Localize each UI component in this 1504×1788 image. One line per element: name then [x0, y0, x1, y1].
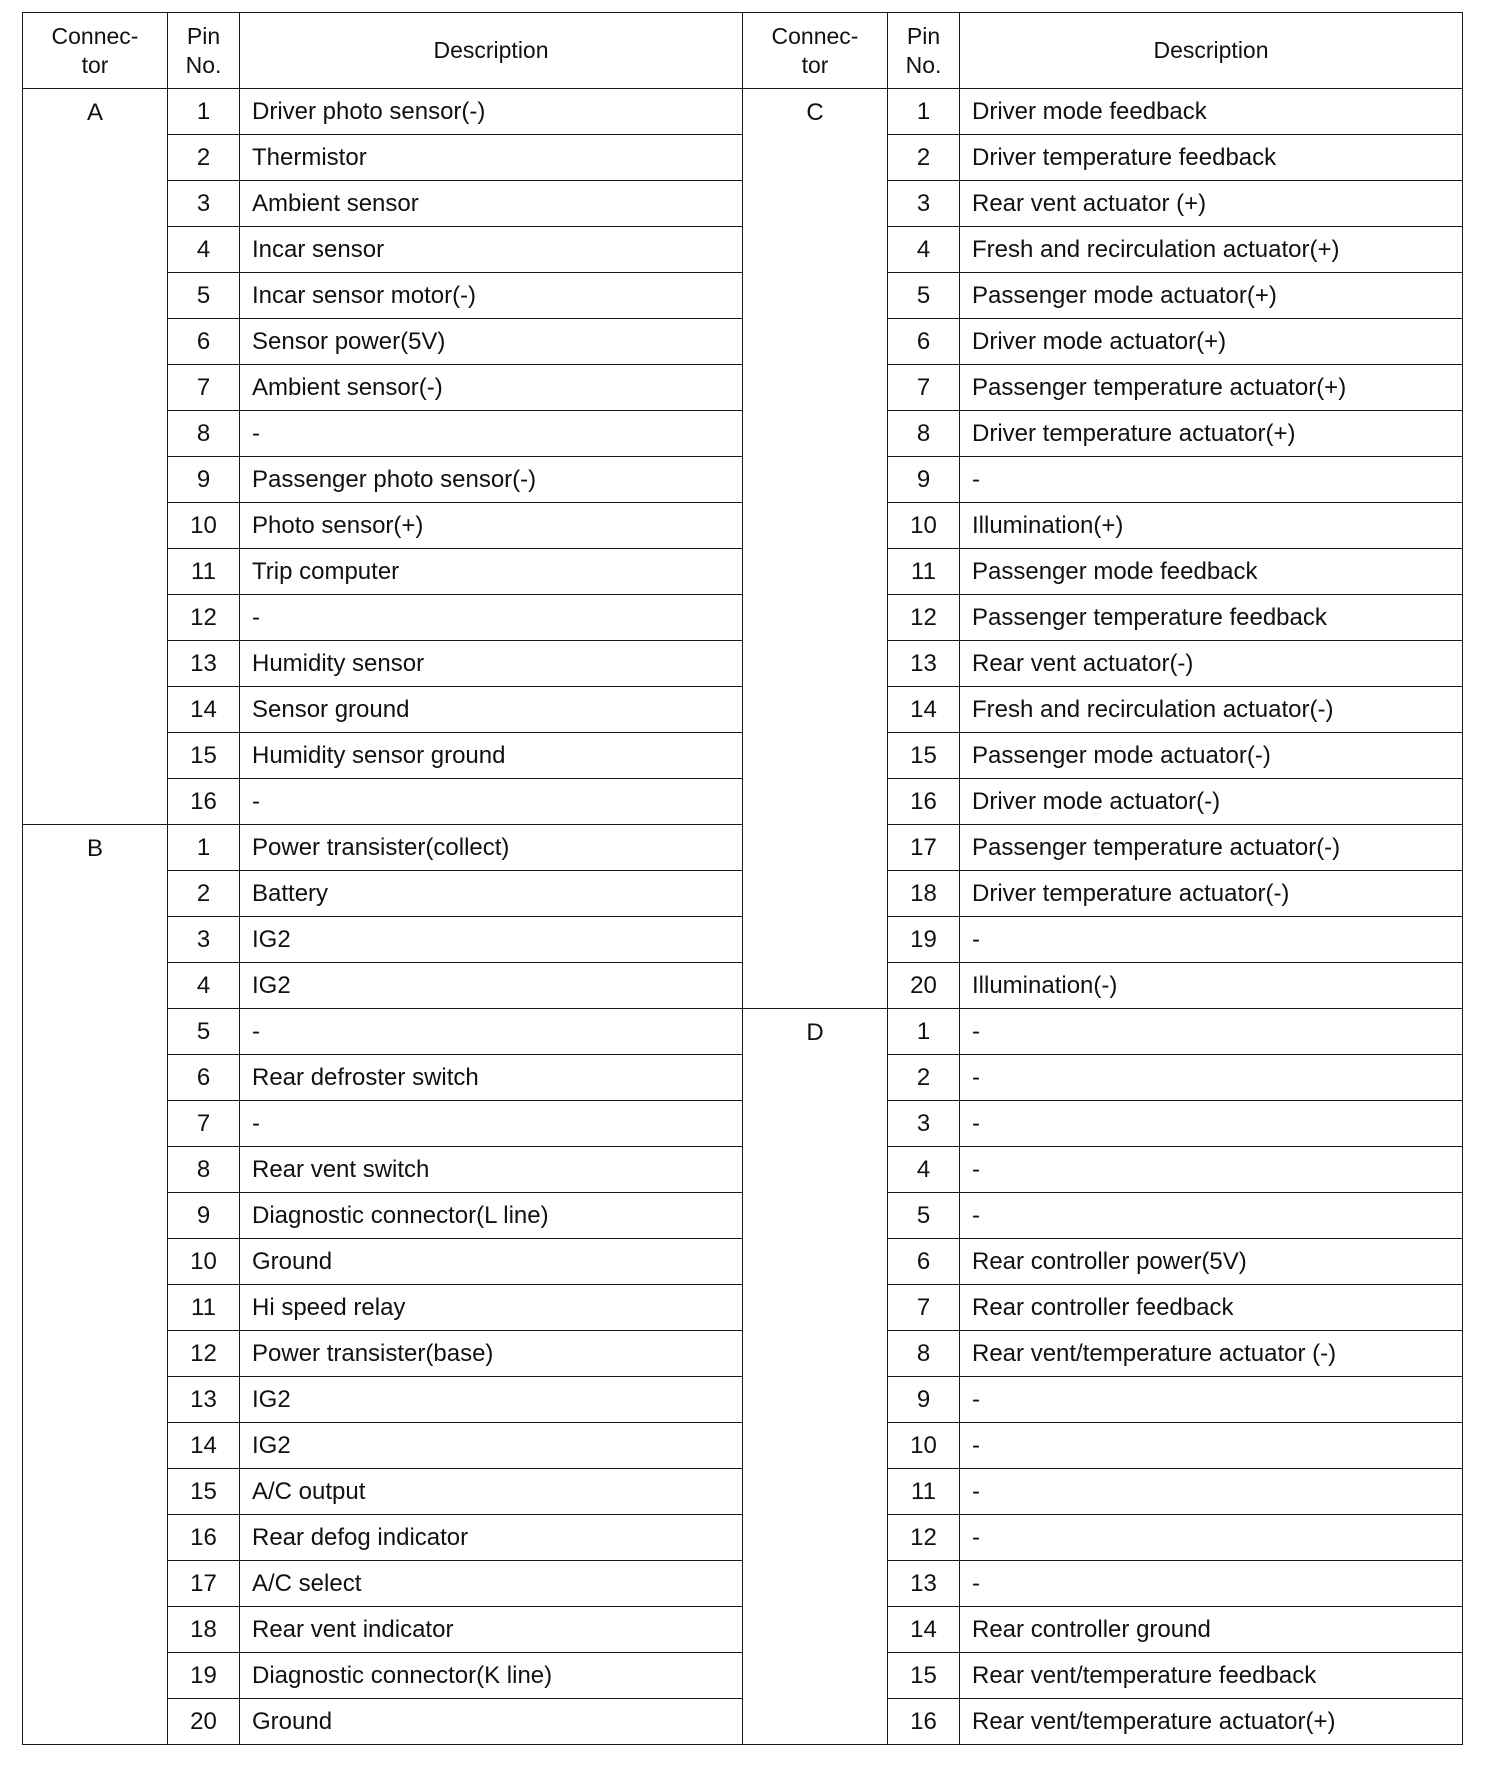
- pin-number: 2: [888, 135, 960, 181]
- header-pin-no: Pin No.: [888, 13, 960, 89]
- pin-number: 5: [168, 273, 240, 319]
- pin-description: IG2: [240, 917, 743, 963]
- pin-number: 8: [168, 411, 240, 457]
- pin-description: -: [240, 779, 743, 825]
- pin-description: Photo sensor(+): [240, 503, 743, 549]
- table-row: [23, 89, 743, 135]
- pin-number: 14: [168, 1423, 240, 1469]
- pin-description: Sensor power(5V): [240, 319, 743, 365]
- pin-description: Passenger temperature actuator(+): [960, 365, 1463, 411]
- pin-description: Battery: [240, 871, 743, 917]
- pin-number: 3: [168, 917, 240, 963]
- pin-number: 18: [888, 871, 960, 917]
- pin-description: Driver temperature feedback: [960, 135, 1463, 181]
- pin-number: 15: [168, 733, 240, 779]
- pin-number: 9: [888, 1377, 960, 1423]
- pin-description: Power transister(collect): [240, 825, 743, 871]
- pin-description: Passenger temperature actuator(-): [960, 825, 1463, 871]
- pin-number: 12: [888, 1515, 960, 1561]
- pin-number: 19: [888, 917, 960, 963]
- pin-number: 12: [168, 1331, 240, 1377]
- pin-number: 2: [168, 135, 240, 181]
- pin-description: Rear vent/temperature actuator (-): [960, 1331, 1463, 1377]
- pin-description: Power transister(base): [240, 1331, 743, 1377]
- pin-description: Driver photo sensor(-): [240, 89, 743, 135]
- header-connector: Connec- tor: [23, 13, 168, 89]
- pin-description: Passenger mode feedback: [960, 549, 1463, 595]
- table-row: [743, 89, 1463, 135]
- pin-description: Ground: [240, 1699, 743, 1745]
- pin-description: Rear defroster switch: [240, 1055, 743, 1101]
- header-row: [743, 13, 1463, 89]
- pin-description: Thermistor: [240, 135, 743, 181]
- pin-description: Rear vent actuator (+): [960, 181, 1463, 227]
- pin-description: -: [960, 1515, 1463, 1561]
- header-pin-no: Pin No.: [168, 13, 240, 89]
- pinout-body-left: [23, 89, 743, 1745]
- pin-number: 12: [888, 595, 960, 641]
- pin-number: 11: [168, 549, 240, 595]
- pin-description: -: [960, 1423, 1463, 1469]
- pin-number: 10: [888, 503, 960, 549]
- pin-number: 8: [888, 411, 960, 457]
- pin-number: 14: [888, 1607, 960, 1653]
- pin-description: Fresh and recirculation actuator(-): [960, 687, 1463, 733]
- pin-description: Passenger mode actuator(-): [960, 733, 1463, 779]
- pin-number: 17: [168, 1561, 240, 1607]
- pin-description: Ground: [240, 1239, 743, 1285]
- connector-label: B: [23, 825, 168, 1745]
- pin-number: 10: [888, 1423, 960, 1469]
- pin-number: 2: [168, 871, 240, 917]
- pin-number: 16: [888, 779, 960, 825]
- pin-number: 3: [888, 181, 960, 227]
- pin-description: Rear controller power(5V): [960, 1239, 1463, 1285]
- pin-description: -: [960, 1193, 1463, 1239]
- pin-description: Sensor ground: [240, 687, 743, 733]
- connector-label: C: [743, 89, 888, 1009]
- pin-number: 6: [888, 1239, 960, 1285]
- pin-description: -: [240, 1009, 743, 1055]
- pin-number: 5: [168, 1009, 240, 1055]
- pin-number: 10: [168, 503, 240, 549]
- pin-number: 4: [168, 227, 240, 273]
- pin-number: 19: [168, 1653, 240, 1699]
- pin-description: -: [960, 1561, 1463, 1607]
- connector-label: A: [23, 89, 168, 825]
- pin-number: 18: [168, 1607, 240, 1653]
- header-row: [23, 13, 743, 89]
- pin-number: 15: [888, 733, 960, 779]
- pinout-table-left: [22, 12, 743, 1745]
- pin-number: 7: [888, 1285, 960, 1331]
- table-row: [23, 825, 743, 871]
- pin-number: 15: [168, 1469, 240, 1515]
- pin-number: 7: [168, 365, 240, 411]
- header-connector: Connec- tor: [743, 13, 888, 89]
- pin-description: Ambient sensor(-): [240, 365, 743, 411]
- connector-label: D: [743, 1009, 888, 1745]
- pin-description: Passenger temperature feedback: [960, 595, 1463, 641]
- pin-number: 16: [888, 1699, 960, 1745]
- pin-description: Rear vent actuator(-): [960, 641, 1463, 687]
- pin-number: 20: [888, 963, 960, 1009]
- header-description: Description: [240, 13, 743, 89]
- pin-number: 9: [168, 1193, 240, 1239]
- pin-number: 5: [888, 273, 960, 319]
- pin-number: 5: [888, 1193, 960, 1239]
- pin-description: IG2: [240, 1377, 743, 1423]
- pin-description: -: [960, 917, 1463, 963]
- pin-number: 6: [888, 319, 960, 365]
- pin-description: Rear controller feedback: [960, 1285, 1463, 1331]
- pin-description: IG2: [240, 963, 743, 1009]
- pin-description: -: [960, 1055, 1463, 1101]
- pin-number: 15: [888, 1653, 960, 1699]
- pin-description: Driver temperature actuator(-): [960, 871, 1463, 917]
- pin-description: -: [960, 1147, 1463, 1193]
- pin-number: 14: [168, 687, 240, 733]
- pin-description: -: [240, 1101, 743, 1147]
- pin-description: Hi speed relay: [240, 1285, 743, 1331]
- pin-description: Driver mode actuator(+): [960, 319, 1463, 365]
- pin-number: 8: [888, 1331, 960, 1377]
- pin-description: Driver temperature actuator(+): [960, 411, 1463, 457]
- pin-description: -: [960, 1469, 1463, 1515]
- pin-number: 4: [888, 1147, 960, 1193]
- pin-number: 1: [168, 825, 240, 871]
- pin-description: Fresh and recirculation actuator(+): [960, 227, 1463, 273]
- pin-number: 16: [168, 1515, 240, 1561]
- pin-number: 13: [168, 641, 240, 687]
- pin-description: -: [960, 457, 1463, 503]
- pin-description: Rear defog indicator: [240, 1515, 743, 1561]
- pin-description: -: [960, 1101, 1463, 1147]
- pin-number: 10: [168, 1239, 240, 1285]
- pin-number: 11: [888, 1469, 960, 1515]
- pin-number: 3: [168, 181, 240, 227]
- pin-number: 9: [888, 457, 960, 503]
- pin-description: Incar sensor: [240, 227, 743, 273]
- pin-number: 13: [888, 641, 960, 687]
- pin-description: Driver mode actuator(-): [960, 779, 1463, 825]
- pin-description: Passenger photo sensor(-): [240, 457, 743, 503]
- pin-description: Passenger mode actuator(+): [960, 273, 1463, 319]
- pin-description: Rear controller ground: [960, 1607, 1463, 1653]
- pin-number: 13: [888, 1561, 960, 1607]
- pin-number: 1: [888, 1009, 960, 1055]
- pin-description: Driver mode feedback: [960, 89, 1463, 135]
- pin-description: -: [960, 1377, 1463, 1423]
- pin-number: 20: [168, 1699, 240, 1745]
- pin-number: 17: [888, 825, 960, 871]
- pin-description: Incar sensor motor(-): [240, 273, 743, 319]
- pin-description: Humidity sensor ground: [240, 733, 743, 779]
- pin-description: Illumination(-): [960, 963, 1463, 1009]
- pin-number: 11: [168, 1285, 240, 1331]
- pin-number: 6: [168, 1055, 240, 1101]
- pin-number: 1: [888, 89, 960, 135]
- pin-number: 12: [168, 595, 240, 641]
- pin-number: 16: [168, 779, 240, 825]
- pin-description: A/C select: [240, 1561, 743, 1607]
- pin-description: -: [240, 595, 743, 641]
- pin-description: Rear vent indicator: [240, 1607, 743, 1653]
- pin-description: Illumination(+): [960, 503, 1463, 549]
- pin-number: 3: [888, 1101, 960, 1147]
- pin-description: Diagnostic connector(L line): [240, 1193, 743, 1239]
- pin-number: 4: [888, 227, 960, 273]
- pinout-body-right: [743, 89, 1463, 1745]
- pin-description: Rear vent/temperature actuator(+): [960, 1699, 1463, 1745]
- pin-description: -: [240, 411, 743, 457]
- pin-number: 8: [168, 1147, 240, 1193]
- pinout-table-right: [742, 12, 1463, 1745]
- pin-description: Rear vent/temperature feedback: [960, 1653, 1463, 1699]
- pin-number: 14: [888, 687, 960, 733]
- pin-number: 9: [168, 457, 240, 503]
- pin-description: -: [960, 1009, 1463, 1055]
- pin-description: IG2: [240, 1423, 743, 1469]
- pin-number: 7: [888, 365, 960, 411]
- pin-description: Rear vent switch: [240, 1147, 743, 1193]
- header-description: Description: [960, 13, 1463, 89]
- pin-number: 13: [168, 1377, 240, 1423]
- pin-description: Humidity sensor: [240, 641, 743, 687]
- pin-description: Trip computer: [240, 549, 743, 595]
- pin-description: Ambient sensor: [240, 181, 743, 227]
- pin-number: 2: [888, 1055, 960, 1101]
- pin-number: 6: [168, 319, 240, 365]
- pin-number: 1: [168, 89, 240, 135]
- pin-number: 4: [168, 963, 240, 1009]
- pin-number: 11: [888, 549, 960, 595]
- table-row: [743, 1009, 1463, 1055]
- pin-description: Diagnostic connector(K line): [240, 1653, 743, 1699]
- pin-number: 7: [168, 1101, 240, 1147]
- pin-description: A/C output: [240, 1469, 743, 1515]
